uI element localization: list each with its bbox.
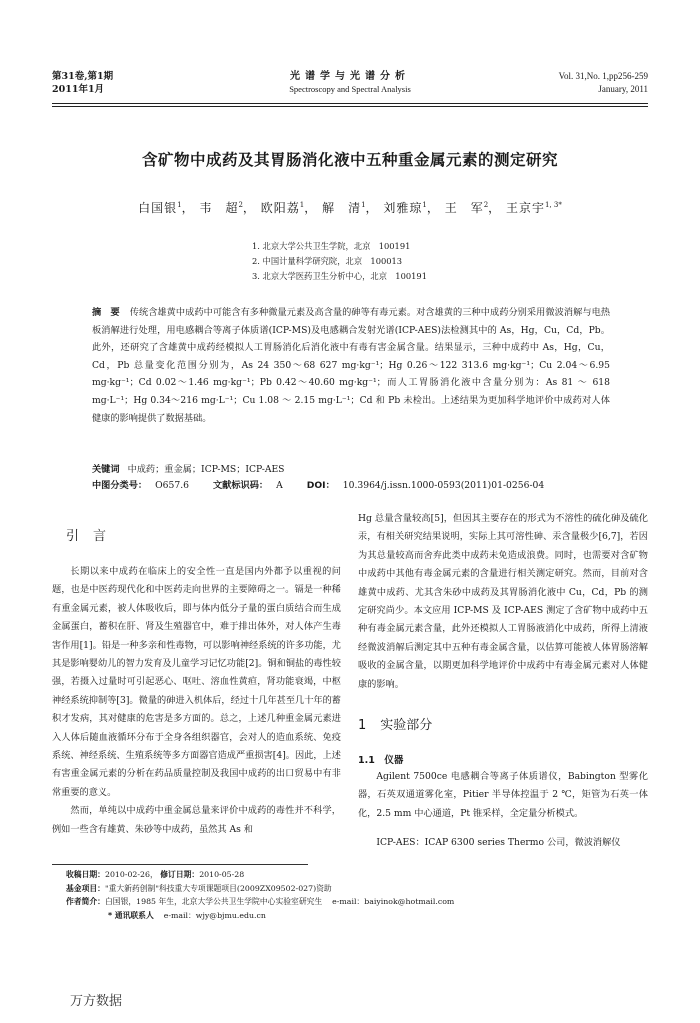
keywords-text: 中成药；重金属；ICP-MS；ICP-AES — [127, 464, 285, 475]
abstract — [92, 304, 610, 427]
affiliation: 3. 北京大学医药卫生分析中心，北京 100191 — [252, 271, 427, 281]
keywords-label: 关键词 — [92, 464, 120, 475]
left-column-body — [52, 563, 341, 839]
instrument-paragraph — [358, 768, 648, 823]
volume-pages: Vol. 31,No. 1,pp256-259 January, 2011 — [558, 71, 648, 94]
affiliation: 2. 中国计量科学研究院，北京 100013 — [252, 256, 403, 266]
affiliation: 1. 北京大学公共卫生学院，北京 100191 — [252, 241, 411, 251]
doi[interactable]: 10.3964/j.issn.1000-0593(2011)01-0256-04 — [342, 480, 545, 491]
paragraph: 然而，单纯以中成药中重金属总量来评价中成药的毒性并不科学，例如一些含有雄黄、朱砂等中成药，虽然其 As 和 — [52, 805, 341, 835]
abstract-label: 摘 要 — [92, 307, 120, 318]
author: 欧阳荔$^1$ — [260, 201, 305, 215]
affiliation-list — [252, 239, 427, 284]
footnote-corresponding: * 通讯联系人 e-mail：wjy@bjmu.edu.cn — [108, 910, 266, 920]
author: 王京宇$^{1, 3*}$ — [506, 201, 562, 215]
author: 韦 超$^2$ — [199, 201, 243, 215]
author: 白国银$^1$ — [138, 201, 182, 215]
author: 刘雅琼$^1$ — [383, 201, 427, 215]
footnote-fund: 基金项目："重大新药创制"科技重大专项课题项目(2009ZX09502-027)资助 — [66, 883, 332, 893]
paragraph: Hg 总量含量较高[5]，但因其主要存在的形式为不溶性的硫化砷及硫化汞，有相关研究结果说明，实际上其可溶性砷、汞含量极少[6,7]，若因为其总量较高而舍弃此类中成药未免造成浪费。同时，也需要对含矿物中成药中其他有毒金属元素的含量进行相关测定研究。然而，目前对含雄黄中成药、尤其含朱砂中成药及其胃肠消化液中 Cu，Cd，Pb 的测定研究尚少。本文应用 ICP-MS 及 ICP-AES 测定了含矿物中成药中五种有毒金属元素含量，此外还模拟人工胃肠液消化中成药，所得上清液经微波消解后测定其中五种有毒金属含量，以估算可能被人体胃肠溶解吸收的金属含量，以期更加科学地评价中成药中有毒金属元素对人体健康的影响。 — [358, 513, 648, 690]
paragraph: 长期以来中成药在临床上的安全性一直是国内外都予以重视的问题，也是中医药现代化和中医药走向世界的主要障碍之一。镉是一种稀有重金属元素，被人体吸收后，即与体内低分子量的蛋白质结合而生成金属蛋白，蓄积在肝、肾及生殖器官中，难于排出体外，对人体产生毒害作用[1]。铅是一种多亲和性毒物，可以影响神经系统的许多功能，尤其是影响婴幼儿的智力发育及儿童学习记忆功能[2]。铜和铜盐的毒性较强，若摄入过量时可引起恶心、呕吐、溶血性黄疸，肾功能衰竭，中枢神经系统抑制等[3]。微量的砷进入机体后，经过十几年甚至几十年的蓄积才发病，其对健康的危害是多方面的。总之，上述几种重金属元素进入人体后随血液循环分布于全身各组织器官，会对人的造血系统、免疫系统、神经系统、生殖系统等多方面器官造成严重损害[4]。因此，上述有害重金属元素的分析在药品质量控制及我国中成药的出口贸易中有非常重要的意义。 — [52, 566, 341, 798]
corresponding-email[interactable]: e-mail：wjy@bjmu.edu.cn — [163, 910, 266, 920]
doc-code: A — [276, 480, 283, 491]
paragraph: Agilent 7500ce 电感耦合等离子体质谱仪，Babington 型雾化器，石英双通道雾化室，Pitier 半导体控温于 2 ℃，矩管为石英一体化，2.5 mm 中心通道，Pt 锥采样，全定量分析模式。 — [358, 771, 648, 819]
instrument-paragraph-2 — [358, 834, 648, 852]
watermark-wanfang: 万方数据 — [70, 994, 123, 1009]
paragraph: ICP-AES：ICAP 6300 series Thermo 公司，微波消解仪 — [376, 837, 621, 848]
footnotes — [66, 868, 454, 922]
paper-title: 含矿物中成药及其胃肠消化液中五种重金属元素的测定研究 — [141, 151, 558, 169]
subsection-heading: 1.1 仪器 — [358, 755, 404, 766]
header-rule-thick — [52, 103, 648, 104]
author-email[interactable]: e-mail：baiyinok@hotmail.com — [332, 897, 455, 906]
classification-line: 中图分类号： O657.6 文献标识码： A DOI： 10.3964/j.issn.1000-0593(2011)01-0256-04 — [92, 480, 545, 491]
footnote-rule — [52, 864, 308, 865]
running-header — [52, 70, 648, 106]
volume-issue: 第31卷,第1期 2011年1月 — [52, 71, 114, 95]
abstract-text: 传统含雄黄中成药中可能含有多种微量元素及高含量的砷等有毒元素。对含雄黄的三种中成药分别采用微波消解与电热板消解进行处理，用电感耦合等离子体质谱(ICP-MS)及电感耦合发射光谱(ICP-AES)法检测其中的 As，Hg，Cu，Cd，Pb。此外，还研究了含雄黄中成药经模拟人工胃肠消化后消化液中有毒有害金属含量。结果显示，三种中成药中 As，Hg，Cu，Cd，Pb 总量变化范围分别为，As 24 350～68 627 mg·kg⁻¹；Hg 0.26～122 313.6 mg·kg⁻¹；Cu 2.04～6.95 mg·kg⁻¹；Cd 0.02～1.46 mg·kg⁻¹；Pb 0.42～40.60 mg·kg⁻¹；而人工胃肠消化液中含量分别为：As 81 ～ 618 mg·L⁻¹；Hg 0.34～216 mg·L⁻¹；Cu 1.08 ～ 2.15 mg·L⁻¹；Cd 和 Pb 未检出。上述结果为更加科学地评价中成药对人体健康的影响提供了数据基础。 — [92, 307, 611, 424]
keywords — [92, 463, 284, 477]
clc-number: O657.6 — [155, 480, 189, 491]
right-column-body — [358, 510, 648, 694]
section-heading: 1 实验部分 — [358, 718, 433, 733]
intro-heading: 引言 — [66, 529, 121, 544]
footnote-dates: 收稿日期：2010-02-26， 修订日期：2010-05-28 — [66, 870, 245, 879]
footnote-author: 作者简介：白国银，1985 年生，北京大学公共卫生学院中心实验室研究生 e-mail：baiyinok@hotmail.com — [66, 897, 455, 906]
author: 王 军$^2$ — [444, 201, 489, 215]
header-rule-thin — [52, 106, 648, 107]
journal-name: 光谱学与光谱分析 Spectroscopy and Spectral Analysis — [289, 71, 411, 94]
author-list: 白国银$^1$， 韦 超$^2$， 欧阳荔$^1$， 解 清$^1$， 刘雅琼$^1$， 王 军$^2$， 王京宇$^{1, 3*}$ — [138, 201, 562, 215]
author: 解 清$^1$ — [322, 201, 366, 215]
